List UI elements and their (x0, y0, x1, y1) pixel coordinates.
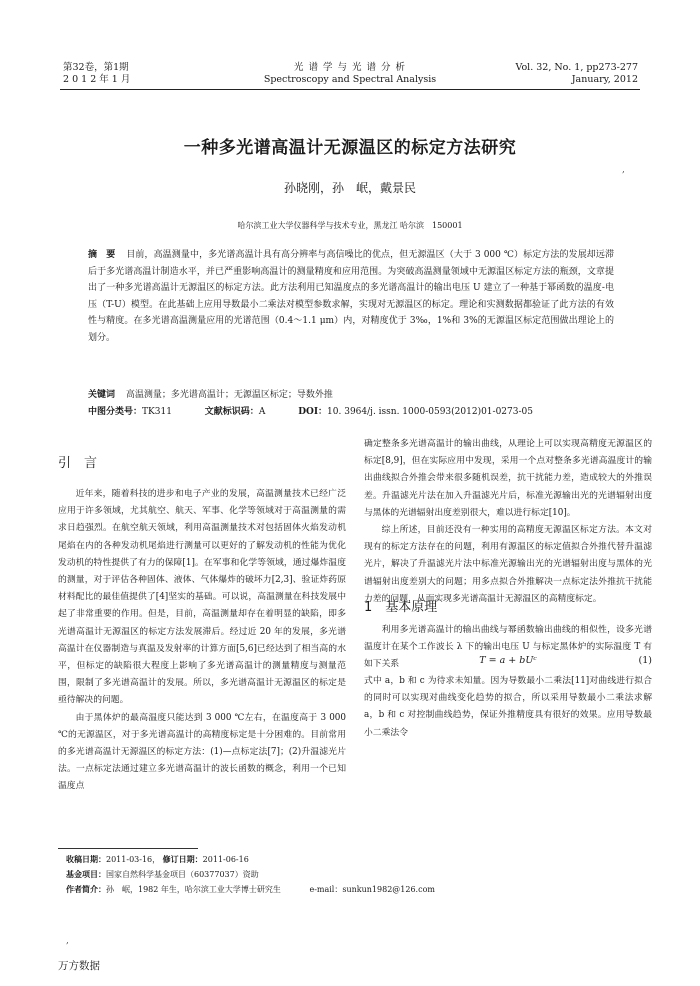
journal-citation (515, 62, 638, 86)
keywords-label: 关键词 (88, 390, 116, 400)
author-bio-label: 作者简介： (66, 885, 106, 894)
revised-date: 2011-06-16 (202, 855, 249, 864)
issue-date-cn: 2 0 1 2 年 1 月 (63, 74, 131, 85)
keywords-text: 高温测量；多光谱高温计；无源温区标定；导数外推 (125, 390, 333, 400)
volume-pages: Vol. 32, No. 1, pp273-277 (515, 62, 638, 73)
author-list: 孙晓刚，孙 岷，戴景民 (283, 181, 416, 195)
intro-heading: 引 言 (58, 456, 98, 471)
doi-value: 10. 3964/j. issn. 1000-0593(2012)01-0273-05 (327, 407, 533, 417)
footnote-author (66, 883, 586, 897)
equation-1-number: (1) (638, 655, 652, 666)
section-1-body-2 (364, 673, 652, 742)
clc-code (88, 407, 172, 417)
abstract (88, 247, 614, 346)
fund-text: 国家自然科学基金项目（60377037）资助 (106, 870, 259, 879)
clc-value: TK311 (142, 407, 172, 417)
affiliation: 哈尔滨工业大学仪器科学与技术专业，黑龙江 哈尔滨 150001 (237, 221, 463, 230)
section-1-heading: 1 基本原理 (364, 600, 438, 615)
classification-line (88, 405, 614, 420)
received-label: 收稿日期： (66, 855, 106, 864)
stray-mark: , (622, 165, 625, 175)
doi (298, 407, 533, 417)
revised-label: 修订日期： (162, 855, 203, 864)
document-code (205, 407, 266, 417)
issue-date-en: January, 2012 (571, 74, 638, 85)
header-rule (60, 89, 640, 90)
author-bio: 孙 岷，1982 年生，哈尔滨工业大学博士研究生 (106, 885, 281, 894)
doc-label: 文献标识码： (204, 407, 259, 417)
keywords (88, 388, 614, 403)
footnote-fund (66, 868, 586, 882)
section-1-paragraph-2: 式中 a，b 和 c 为待求未知量。因为导数最小二乘法[11]对曲线进行拟合的同时可以实现对曲线变化趋势的拟合，所以采用导数最小二乘法求解 a，b 和 c 对控制曲线趋势，保证外推精度具有很好的效果。应用导数最小二乘法令 (364, 676, 652, 738)
equation-1-formula: T = a + bUᶜ (479, 655, 537, 666)
abstract-label: 摘 要 (88, 250, 116, 260)
intro-paragraph-4: 综上所述，目前还没有一种实用的高精度无源温区标定方法。本文对现有的标定方法存在的问题，利用有源温区的标定值拟合外推代替升温滤光片，解决了升温滤光片法中标准光源输出光的光谱辐射出度与黑体的光谱辐射出度差别大的问题；用多点拟合外推解决一点标定法外推抗干扰能力差的问题，从而实现多光谱高温计无源温区的高精度标定。 (364, 525, 652, 604)
clc-label: 中图分类号： (88, 407, 143, 417)
journal-name-en: Spectroscopy and Spectral Analysis (263, 74, 437, 85)
doi-label: DOI： (298, 407, 328, 417)
doc-value: A (258, 407, 266, 417)
journal-name-cn: 光 谱 学 与 光 谱 分 析 (293, 62, 407, 73)
intro-body-left (58, 486, 346, 796)
fund-label: 基金项目： (66, 870, 106, 879)
footnote-rule (58, 848, 198, 849)
paper-title: 一种多光谱高温计无源温区的标定方法研究 (183, 138, 517, 158)
footnote-dates (66, 853, 586, 867)
volume-issue: 第32卷，第1期 (63, 62, 129, 73)
equation-1 (364, 655, 652, 666)
section-1-paragraph-1: 利用多光谱高温计的输出曲线与幂函数输出曲线的相似性，设多光谱温度计在某个工作波长 λ 下的输出电压 U 与标定黑体炉的实际温度 T 有如下关系 (364, 625, 652, 670)
stray-mark-2: , (66, 936, 69, 946)
author-email: e-mail：sunkun1982@126.com (309, 885, 435, 894)
wanfang-watermark: 万方数据 (58, 960, 100, 972)
intro-body-right (364, 436, 652, 608)
received-date: 2011-03-16， (106, 855, 161, 864)
intro-paragraph-3: 确定整条多光谱高温计的输出曲线，从理论上可以实现高精度无源温区的标定[8,9]，但在实际应用中发现，采用一个点对整条多光谱高温度计的输出曲线拟合外推会带来很多随机误差，抗干扰能力差，造成较大的外推误差。升温滤光片法在加入升温滤光片后，标准光源输出光的光谱辐射出度与黑体的光谱辐射出度差别很大，难以进行标定[10]。 (364, 439, 652, 518)
intro-paragraph-2: 由于黑体炉的最高温度只能达到 3 000 ℃左右，在温度高于 3 000 ℃的无源温区，对于多光谱高温计的高精度标定是十分困难的。目前常用的多光谱高温计无源温区的标定方法：(1)—点标定法[7]；(2)升温滤光片法。一点标定法通过建立多光谱高温计的波长函数的概念，利用一个已知温度点 (58, 712, 346, 792)
intro-paragraph-1: 近年来，随着科技的进步和电子产业的发展，高温测量技术已经广泛应用于许多领域，尤其航空、航天、军事、化学等领域对于高温测量的需求日趋强烈。在航空航天领域，利用高温测量技术对包括固体火焰发动机尾焰在内的各种发动机尾焰进行测量可以更好的了解发动机的性能为优化发动机的特性提供了有力的保障[1]。在军事和化学等领域，通过爆炸温度的测量，对于评估各种固体、液体、气体爆炸的破坏力[2,3]、验证炸药原材料配比的最佳值提供了[4]坚实的基础。可以说，高温测量在科技发展中起了非常重要的作用。但是，目前，高温测量却存在着明显的缺陷，即多光谱高温计无源温区的标定方法发展滞后。经过近 20 年的发展，多光谱高温计在仪器制造与真温及发射率的计算方面[5,6]已经达到了相当高的水平，但标定的缺陷很大程度上影响了多光谱高温计的测量精度与测量范围，限制了多光谱高温计的发展。所以，多光谱高温计无源温区的标定是亟待解决的问题。 (58, 489, 346, 706)
abstract-text: 目前，高温测量中，多光谱高温计具有高分辨率与高信噪比的优点，但无源温区（大于 3 000 ℃）标定方法的发展却远滞后于多光谱高温计制造水平，并已严重影响高温计的测量精度和应用范围。为突破高温测量领域中无源温区标定方法的瓶颈，文章提出了一种多光谱高温计无源温区的标定方法。此方法利用已知温度点的多光谱高温计的输出电压 U 建立了一种基于幂函数的温度-电压（T-U）模型。在此基础上应用导数最小二乘法对模型参数求解，实现对无源温区的标定。理论和实测数据都验证了此方法的有效性与精度。在多光谱高温测量应用的光谱范围（0.4～1.1 μm）内，对精度优于 3‰，1%和 3%的无源温区标定范围做出理论上的划分。 (88, 250, 614, 343)
